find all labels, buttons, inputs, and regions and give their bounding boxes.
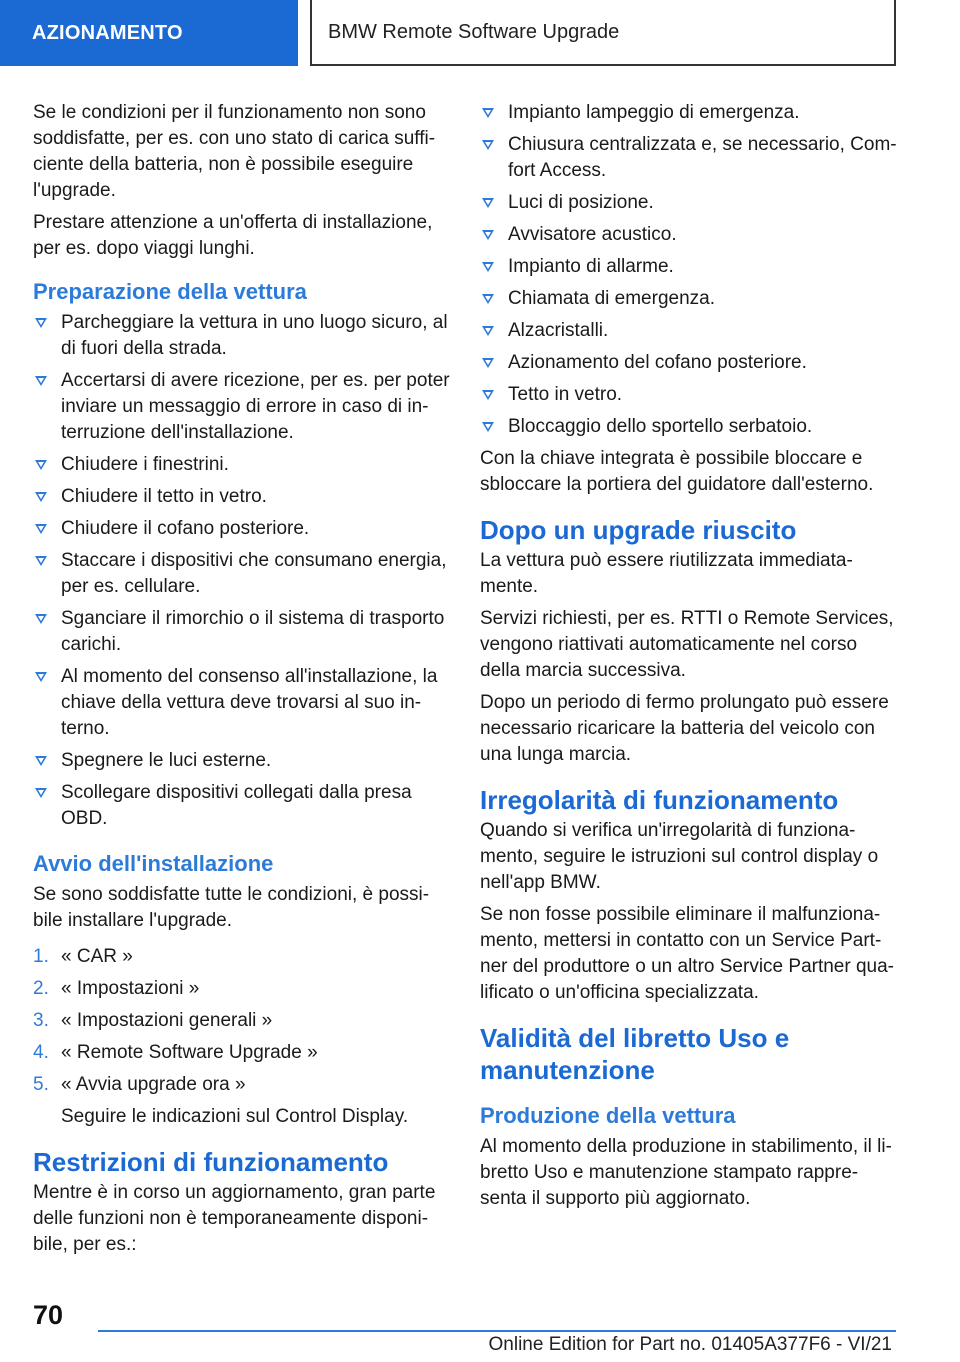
after-paragraph-3: Dopo un periodo di fermo prolungato può essere necessario ricaricare la batteria del veicolo con una lunga marcia. [480, 692, 889, 765]
triangle-bullet-icon [35, 460, 47, 470]
triangle-bullet-icon [35, 614, 47, 624]
edition-note: Online Edition for Part no. 01405A377F6 - VI/21 [488, 1334, 892, 1355]
list-item: Parcheggiare la vettura in uno luogo sicuro, al di fuori della strada. [33, 310, 451, 362]
triangle-bullet-icon [482, 262, 494, 272]
step-item: 1. « CAR » [33, 946, 133, 967]
triangle-bullet-icon [482, 422, 494, 432]
triangle-bullet-icon [482, 358, 494, 368]
after-paragraph-1: La vettura può essere riutilizzata immediata-mente. [480, 550, 853, 597]
heading-irregolarita: Irregolarità di funzionamento [480, 785, 839, 815]
irregularity-paragraph-2: Se non fosse possibile eliminare il malfunziona-mento, mettersi in contatto con un Service Part-ner del produttore o un altro Service Partner qua-lificato o un'officina specializzata. [480, 904, 895, 1003]
steps-list [33, 944, 451, 1130]
left-column [33, 100, 451, 1264]
list-item: Azionamento del cofano posteriore. [480, 350, 900, 376]
list-item: Impianto lampeggio di emergenza. [480, 100, 900, 126]
intro-paragraph-2: Prestare attenzione a un'offerta di installazione, per es. dopo viaggi lunghi. [33, 212, 433, 259]
step-item: 2. « Impostazioni » [33, 978, 200, 999]
list-item: Staccare i dispositivi che consumano energia, per es. cellulare. [33, 548, 451, 600]
list-item: Al momento del consenso all'installazione, la chiave della vettura deve trovarsi al suo in-terno. [33, 664, 451, 742]
list-item: Spegnere le luci esterne. [33, 748, 451, 774]
triangle-bullet-icon [35, 318, 47, 328]
heading-produzione: Produzione della vettura [480, 1103, 736, 1128]
triangle-bullet-icon [482, 108, 494, 118]
page-number: 70 [33, 1300, 64, 1330]
heading-validita: Validità del libretto Uso e manutenzione [480, 1023, 790, 1085]
preparation-list [33, 310, 451, 832]
triangle-bullet-icon [35, 672, 47, 682]
right-column [480, 100, 900, 1218]
section-tab [0, 0, 298, 66]
restrictions-list [480, 100, 900, 440]
triangle-bullet-icon [482, 390, 494, 400]
list-item: Chiusura centralizzata e, se necessario, Com-fort Access. [480, 132, 900, 184]
triangle-bullet-icon [482, 140, 494, 150]
list-item: Impianto di allarme. [480, 254, 900, 280]
heading-avvio: Avvio dell'installazione [33, 851, 274, 876]
steps-followup: Seguire le indicazioni sul Control Display. [61, 1106, 409, 1127]
restrictions-paragraph: Mentre è in corso un aggiornamento, gran parte delle funzioni non è temporaneamente disponi-bile, per es.: [33, 1182, 436, 1255]
triangle-bullet-icon [482, 326, 494, 336]
start-paragraph: Se sono soddisfatte tutte le condizioni, è possi-bile installare l'upgrade. [33, 884, 430, 931]
list-item: Chiudere i finestrini. [33, 452, 451, 478]
triangle-bullet-icon [482, 294, 494, 304]
list-item: Chiamata di emergenza. [480, 286, 900, 312]
irregularity-paragraph-1: Quando si verifica un'irregolarità di funziona-mento, seguire le istruzioni sul control display o nell'app BMW. [480, 820, 879, 893]
heading-preparazione: Preparazione della vettura [33, 279, 307, 304]
footer-divider [98, 1330, 896, 1332]
list-item: Luci di posizione. [480, 190, 900, 216]
key-paragraph: Con la chiave integrata è possibile bloccare e sbloccare la portiera del guidatore dall'esterno. [480, 448, 874, 495]
triangle-bullet-icon [35, 788, 47, 798]
step-item: 3. « Impostazioni generali » [33, 1010, 273, 1031]
production-paragraph: Al momento della produzione in stabilimento, il li-bretto Uso e manutenzione stampato rappre-senta il supporto più aggiornato. [480, 1136, 892, 1209]
list-item: Chiudere il cofano posteriore. [33, 516, 451, 542]
heading-restrizioni: Restrizioni di funzionamento [33, 1147, 389, 1177]
triangle-bullet-icon [35, 492, 47, 502]
list-item: Bloccaggio dello sportello serbatoio. [480, 414, 900, 440]
page-header [310, 0, 896, 66]
step-item: 4. « Remote Software Upgrade » [33, 1042, 318, 1063]
list-item: Alzacristalli. [480, 318, 900, 344]
list-item: Avvisatore acustico. [480, 222, 900, 248]
after-paragraph-2: Servizi richiesti, per es. RTTI o Remote Services, vengono riattivati automaticamente nel corso della marcia successiva. [480, 608, 894, 681]
triangle-bullet-icon [482, 198, 494, 208]
list-item: Chiudere il tetto in vetro. [33, 484, 451, 510]
step-item: 5. « Avvia upgrade ora » [33, 1074, 246, 1095]
section-label: AZIONAMENTO [32, 21, 183, 44]
list-item: Tetto in vetro. [480, 382, 900, 408]
chapter-title: BMW Remote Software Upgrade [328, 20, 620, 43]
triangle-bullet-icon [35, 524, 47, 534]
triangle-bullet-icon [35, 756, 47, 766]
list-item: Sganciare il rimorchio o il sistema di trasporto carichi. [33, 606, 451, 658]
heading-dopo-upgrade: Dopo un upgrade riuscito [480, 515, 797, 545]
list-item: Scollegare dispositivi collegati dalla presa OBD. [33, 780, 451, 832]
triangle-bullet-icon [482, 230, 494, 240]
triangle-bullet-icon [35, 376, 47, 386]
intro-paragraph-1: Se le condizioni per il funzionamento non sono soddisfatte, per es. con uno stato di carica suffi-ciente della batteria, non è possibile eseguire l'upgrade. [33, 102, 436, 201]
triangle-bullet-icon [35, 556, 47, 566]
list-item: Accertarsi di avere ricezione, per es. per poter inviare un messaggio di errore in caso di in-terruzione dell'installazione. [33, 368, 451, 446]
